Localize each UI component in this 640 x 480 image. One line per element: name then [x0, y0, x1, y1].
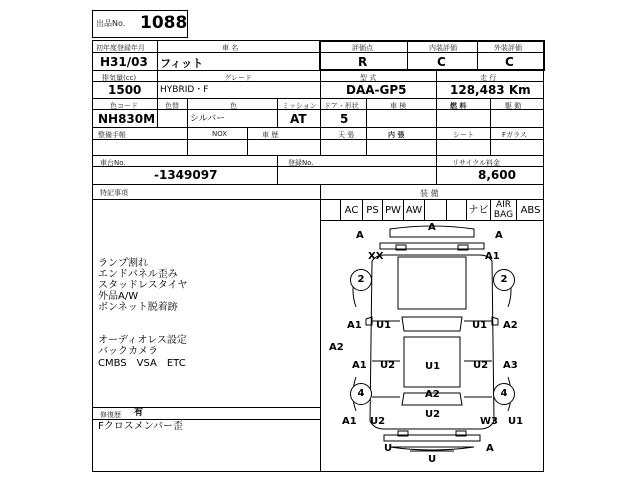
damage-rear-right-panel: W3: [480, 416, 498, 427]
damage-rear-left-panel: U2: [370, 416, 386, 427]
recycle-value: 8,600: [478, 168, 516, 182]
damage-left-rear-door: U2: [380, 360, 396, 371]
grade-label: グレード: [224, 74, 252, 82]
damage-rear-bumper-right: A: [486, 443, 494, 454]
damage-front-grille: XX: [368, 251, 384, 262]
damage-trunk: U2: [425, 409, 441, 420]
doors-value: 5: [340, 112, 349, 126]
score-label: 評価点: [352, 44, 373, 52]
damage-rear-window: A2: [425, 389, 440, 400]
equip-airbag: AIR BAG: [493, 200, 514, 220]
lot-number: 1088: [140, 13, 188, 33]
damage-left-rear: A1: [352, 360, 367, 371]
damage-rear-bumper-left: U: [384, 443, 393, 454]
chassis-label: 車台No.: [100, 159, 126, 167]
damage-front-bumper-left: A: [356, 230, 364, 241]
glass-label: Fガラス: [502, 131, 527, 139]
year-value: H31/03: [100, 55, 148, 69]
cc-value: 1500: [108, 83, 142, 97]
damage-right-front-door: U1: [472, 320, 488, 331]
damage-front-center: A: [428, 222, 436, 233]
exterior-score-value: C: [505, 55, 514, 69]
color-label: 色: [230, 102, 237, 110]
note-line-3: スタッドレスタイヤ: [98, 280, 188, 291]
mission-label: ミッション: [282, 102, 317, 110]
note-line-2: エンドパネル歪み: [98, 269, 178, 280]
color-change-label: 色替: [165, 102, 179, 110]
inspection-label: 車 検: [390, 102, 407, 110]
tire-front-right: 2: [493, 269, 515, 291]
tire-front-left: 2: [350, 269, 372, 291]
name-label: 車 名: [222, 44, 239, 52]
equip-navi: ナビ: [468, 205, 489, 216]
equip-ps: PS: [366, 205, 379, 216]
color-code-value: NH830M: [98, 112, 156, 126]
fuel-label: 燃 料: [450, 102, 467, 110]
nox-label: NOX: [212, 130, 228, 138]
equip-pw: PW: [385, 205, 401, 216]
repair-value: 有: [134, 408, 144, 418]
model-label: 型 式: [360, 74, 377, 82]
chassis-value: -1349097: [154, 168, 218, 182]
equip-abs: ABS: [520, 205, 541, 216]
equipment-label: 装 備: [420, 189, 439, 198]
mission-value: AT: [290, 112, 307, 126]
note-line-7: オーディオレス設定: [98, 335, 187, 346]
lot-label: 出品No.: [96, 19, 126, 28]
damage-rear-bumper-center: U: [428, 454, 437, 465]
damage-left-front: A1: [347, 320, 362, 331]
car-diagram: [320, 221, 544, 472]
tire-rear-right: 4: [493, 383, 515, 405]
repair-label: 修復歴: [100, 411, 121, 419]
note-line-5: ボンネット脱着跡: [98, 302, 178, 313]
damage-right-rear-door: U2: [473, 360, 489, 371]
color-value: シルバー: [190, 114, 226, 124]
color-code-label: 色コード: [110, 102, 138, 110]
note-line-4: 外品A/W: [98, 291, 139, 302]
damage-rear-left-corner: A1: [342, 416, 357, 427]
name-value: フィット: [160, 57, 204, 70]
equip-aw: AW: [405, 205, 423, 216]
damage-left-mirror: A2: [329, 342, 344, 353]
model-value: DAA-GP5: [346, 83, 407, 97]
equip-ac: AC: [344, 205, 359, 216]
score-value: R: [358, 55, 368, 69]
seat-label: シート: [453, 131, 474, 139]
damage-front-bumper-right: A: [495, 230, 503, 241]
history-label: 車 歴: [262, 131, 279, 139]
interior-lining-label: 内 張: [388, 131, 405, 139]
mileage-value: 128,483 Km: [450, 83, 531, 97]
damage-right-rear: A3: [503, 360, 518, 371]
mileage-label: 走 行: [480, 74, 497, 82]
note-line-8: バックカメラ: [98, 346, 158, 357]
damage-left-front-door: U1: [376, 320, 392, 331]
grade-value: HYBRID・F: [160, 85, 209, 95]
note-line-1: ランプ割れ: [98, 258, 148, 269]
damage-rear-right-corner: U1: [508, 416, 524, 427]
tire-rear-left: 4: [350, 383, 372, 405]
note-line-9: CMBS VSA ETC: [98, 358, 186, 369]
interior-score-value: C: [437, 55, 446, 69]
damage-roof: U1: [425, 361, 441, 372]
damage-right-front: A2: [503, 320, 518, 331]
repair-note: Fクロスメンバー歪: [98, 421, 184, 432]
sunroof-label: 天 張: [338, 131, 355, 139]
registration-label: 登録No.: [288, 159, 314, 167]
damage-front-fender-right: A1: [485, 251, 500, 262]
cc-label: 排気量(cc): [102, 74, 137, 82]
drive-label: 駆 動: [505, 102, 522, 110]
recycle-label: リサイクル料金: [452, 159, 501, 167]
notes-label: 特記事項: [100, 189, 128, 197]
year-label: 初年度登録年月: [96, 44, 145, 52]
manual-label: 整備手帳: [98, 131, 126, 139]
interior-score-label: 内装評価: [429, 44, 457, 52]
doors-label: ドア・形状: [324, 102, 359, 110]
exterior-score-label: 外装評価: [494, 44, 522, 52]
